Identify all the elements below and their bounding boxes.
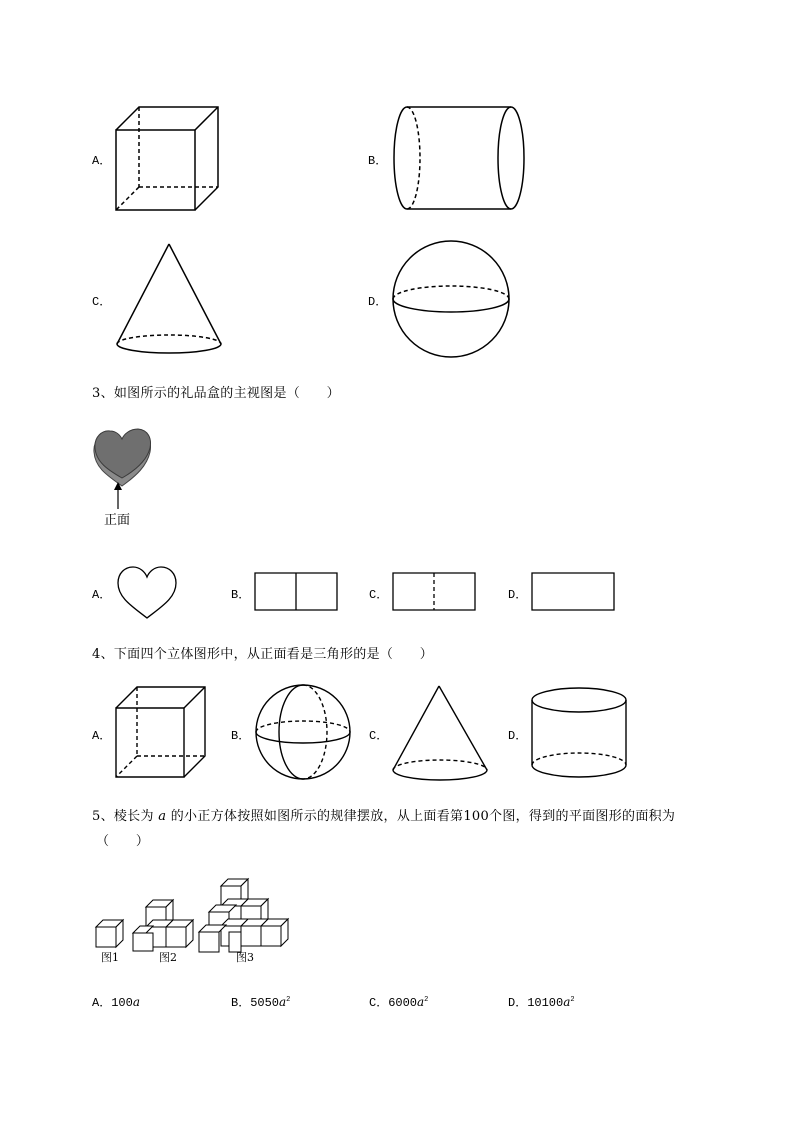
- cube-stack-figure-3: [199, 879, 291, 955]
- q5-option-c-exp: 2: [424, 996, 429, 1004]
- q5-option-d-exp: 2: [570, 996, 575, 1004]
- q5-option-d[interactable]: [508, 993, 575, 1010]
- q3-figure-caption: 正面: [104, 513, 131, 528]
- q5-option-c-var: a: [417, 995, 425, 1009]
- rect-solid-divider-icon: [254, 572, 339, 612]
- q5-text-after: 的小正方体按照如图所示的规律摆放，从上面看第100个图，得到的平面图形的面积为: [166, 809, 676, 824]
- figure-caption-2: 图2: [159, 951, 177, 964]
- figure-caption-1: 图1: [101, 951, 119, 964]
- q5-option-a-label: A．: [92, 996, 112, 1010]
- q4-option-d-label[interactable]: D．: [508, 729, 528, 743]
- q5-option-c-coef: 6000: [388, 996, 418, 1010]
- q3-text: 3、如图所示的礼品盒的主视图是（ ）: [92, 386, 340, 401]
- q5-option-b-var: a: [279, 995, 287, 1009]
- figure-caption-3: 图3: [236, 951, 254, 964]
- q3-option-b-label[interactable]: B．: [231, 588, 251, 602]
- q5-option-d-coef: 10100: [527, 996, 564, 1010]
- q4-text: 4、下面四个立体图形中，从正面看是三角形的是（ ）: [92, 647, 434, 662]
- q4-option-b-label[interactable]: B．: [231, 729, 251, 743]
- q5-option-b[interactable]: [231, 993, 290, 1010]
- q5-option-d-var: a: [563, 995, 571, 1009]
- q2-option-c-label[interactable]: C．: [92, 295, 112, 309]
- q2-option-a-label[interactable]: A．: [92, 154, 112, 168]
- q4-option-c-label[interactable]: C．: [369, 729, 389, 743]
- q5-option-d-label: D．: [508, 996, 528, 1010]
- q5-option-c-label: C．: [369, 996, 389, 1010]
- front-arrow-icon: [112, 482, 124, 510]
- q5-option-a[interactable]: [92, 993, 140, 1010]
- cube-stack-figure-1: [96, 920, 128, 950]
- q5-text: [92, 805, 675, 824]
- q2-option-d-label[interactable]: D．: [368, 295, 388, 309]
- cylinder-icon: [531, 686, 629, 780]
- q2-option-b-label[interactable]: B．: [368, 154, 388, 168]
- rect-plain-icon: [531, 572, 616, 612]
- q5-option-a-coef: 100: [111, 996, 133, 1010]
- q3-option-d-label[interactable]: D．: [508, 588, 528, 602]
- q5-var: a: [158, 809, 167, 824]
- q5-text-before: 5、棱长为: [92, 809, 159, 824]
- rect-dashed-divider-icon: [392, 572, 477, 612]
- q3-option-c-label[interactable]: C．: [369, 588, 389, 602]
- sphere-icon: [254, 684, 354, 782]
- cone-icon: [115, 242, 225, 356]
- q5-option-a-var: a: [132, 995, 140, 1009]
- q5-text-line2: （ ）: [96, 834, 150, 849]
- sphere-icon: [391, 240, 513, 360]
- cube-stack-figure-2: [133, 900, 195, 952]
- q3-option-a-label[interactable]: A．: [92, 588, 112, 602]
- q5-option-b-label: B．: [231, 996, 251, 1010]
- cylinder-lying-icon: [392, 106, 526, 212]
- q5-option-b-coef: 5050: [250, 996, 280, 1010]
- cube-icon: [115, 686, 208, 779]
- cone-icon: [391, 684, 491, 782]
- q5-option-c[interactable]: [369, 993, 428, 1010]
- cube-icon: [115, 106, 221, 212]
- heart-icon: [116, 566, 178, 620]
- q5-option-b-exp: 2: [286, 996, 291, 1004]
- q4-option-a-label[interactable]: A．: [92, 729, 112, 743]
